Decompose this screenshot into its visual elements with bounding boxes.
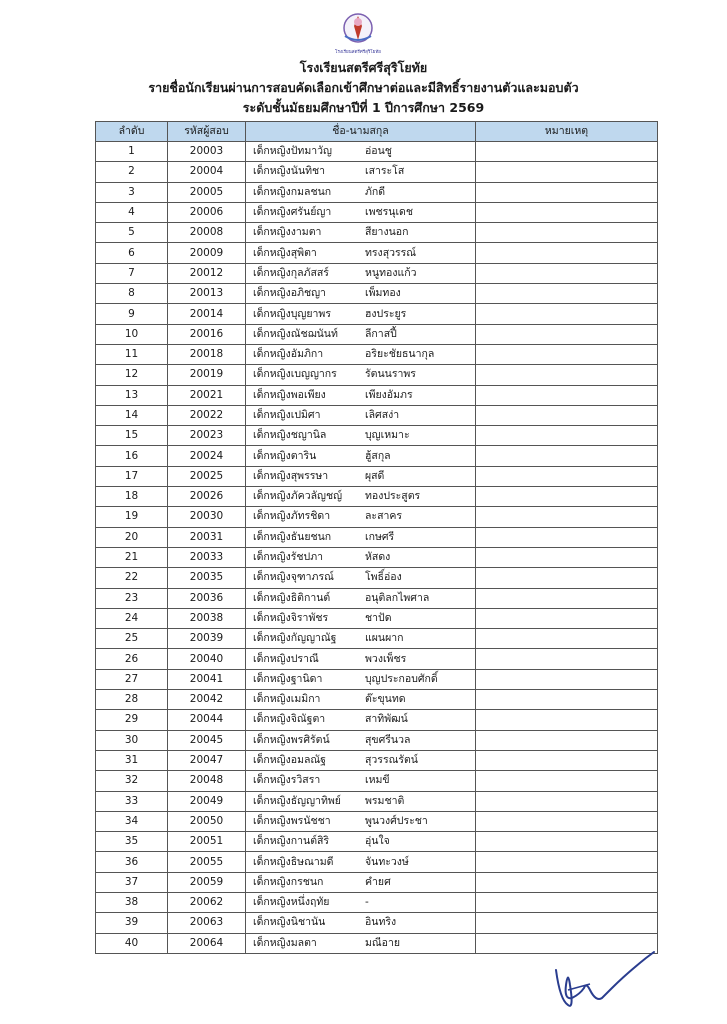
cell-note (476, 344, 658, 364)
table-row (96, 487, 658, 507)
cell-name (246, 405, 476, 425)
cell-order: 34 (96, 811, 168, 831)
cell-order: 26 (96, 649, 168, 669)
cell-name (246, 324, 476, 344)
col-header-order: ลำดับ (96, 122, 168, 142)
cell-note (476, 365, 658, 385)
cell-exam-id: 20030 (168, 507, 246, 527)
cell-name (246, 385, 476, 405)
last-name: มณีอาย (365, 936, 401, 949)
last-name: ทองประสูตร (365, 490, 421, 503)
table-row (96, 263, 658, 283)
last-name: ทรงสุวรรณ์ (365, 246, 417, 259)
table-row (96, 284, 658, 304)
cell-note (476, 608, 658, 628)
cell-order: 28 (96, 690, 168, 710)
cell-exam-id: 20003 (168, 142, 246, 162)
table-row (96, 811, 658, 831)
cell-order: 25 (96, 629, 168, 649)
cell-exam-id: 20042 (168, 690, 246, 710)
first-name: เด็กหญิงภัควลัญชญ์ (253, 490, 343, 503)
cell-name (246, 466, 476, 486)
table-body (96, 142, 658, 954)
last-name: ฮงประยูร (365, 307, 407, 320)
cell-note (476, 750, 658, 770)
table-row (96, 365, 658, 385)
cell-note (476, 710, 658, 730)
table-row (96, 568, 658, 588)
cell-name (246, 547, 476, 567)
cell-name (246, 791, 476, 811)
cell-exam-id: 20031 (168, 527, 246, 547)
last-name: เพชรนุเดช (365, 206, 413, 219)
cell-exam-id: 20021 (168, 385, 246, 405)
first-name: เด็กหญิงจุฑาภรณ์ (253, 571, 334, 584)
cell-note (476, 426, 658, 446)
table-row (96, 202, 658, 222)
cell-name (246, 304, 476, 324)
cell-order: 38 (96, 892, 168, 912)
last-name: พรมชาติ (365, 794, 405, 807)
cell-note (476, 730, 658, 750)
table-row (96, 405, 658, 425)
cell-order: 36 (96, 852, 168, 872)
cell-order: 33 (96, 791, 168, 811)
table-row (96, 385, 658, 405)
cell-order: 12 (96, 365, 168, 385)
cell-note (476, 649, 658, 669)
cell-name (246, 852, 476, 872)
cell-name (246, 182, 476, 202)
first-name: เด็กหญิงชญานิล (253, 429, 327, 442)
cell-name (246, 202, 476, 222)
first-name: เด็กหญิงรัชปภา (253, 551, 324, 564)
last-name: เพียงอัมภร (365, 388, 413, 401)
cell-exam-id: 20036 (168, 588, 246, 608)
cell-name (246, 284, 476, 304)
cell-note (476, 791, 658, 811)
table-row (96, 791, 658, 811)
cell-exam-id: 20062 (168, 892, 246, 912)
cell-note (476, 243, 658, 263)
cell-name (246, 223, 476, 243)
first-name: เด็กหญิงสุพรรษา (253, 469, 329, 482)
table-row (96, 223, 658, 243)
cell-name (246, 487, 476, 507)
cell-order: 18 (96, 487, 168, 507)
signature (546, 930, 656, 1015)
cell-order: 14 (96, 405, 168, 425)
last-name: อุ่นใจ (365, 835, 390, 848)
last-name: อินทริง (365, 916, 397, 929)
table-row (96, 872, 658, 892)
student-table (95, 121, 658, 954)
last-name: อนุติลกไพศาล (365, 591, 430, 604)
table-row (96, 547, 658, 567)
last-name: หนูทองแก้ว (365, 266, 417, 279)
cell-name (246, 811, 476, 831)
first-name: เด็กหญิงปัทมาวัญ (253, 145, 333, 158)
cell-note (476, 872, 658, 892)
cell-exam-id: 20048 (168, 771, 246, 791)
cell-exam-id: 20009 (168, 243, 246, 263)
first-name: เด็กหญิงหนึ่งฤทัย (253, 896, 330, 909)
cell-order: 6 (96, 243, 168, 263)
cell-exam-id: 20039 (168, 629, 246, 649)
cell-exam-id: 20024 (168, 446, 246, 466)
cell-exam-id: 20023 (168, 426, 246, 446)
cell-exam-id: 20038 (168, 608, 246, 628)
cell-order: 4 (96, 202, 168, 222)
cell-name (246, 263, 476, 283)
table-row (96, 750, 658, 770)
cell-name (246, 710, 476, 730)
cell-name (246, 426, 476, 446)
first-name: เด็กหญิงตาริน (253, 449, 317, 462)
last-name: เหมขี (365, 774, 390, 787)
cell-order: 15 (96, 426, 168, 446)
cell-note (476, 852, 658, 872)
cell-order: 30 (96, 730, 168, 750)
last-name: แผนผาก (365, 632, 404, 645)
last-name: คำยศ (365, 875, 391, 888)
first-name: เด็กหญิงศรันย์ญา (253, 206, 332, 219)
last-name: - (365, 896, 369, 909)
table-row (96, 771, 658, 791)
cell-name (246, 771, 476, 791)
cell-name (246, 730, 476, 750)
table-row (96, 629, 658, 649)
first-name: เด็กหญิงจิณัฐตา (253, 713, 326, 726)
first-name: เด็กหญิงอภิชญา (253, 287, 326, 300)
last-name: จันทะวงษ์ (365, 855, 409, 868)
cell-note (476, 446, 658, 466)
school-name: โรงเรียนสตรีศรีสุริโยทัย (299, 60, 428, 75)
cell-note (476, 568, 658, 588)
cell-name (246, 629, 476, 649)
first-name: เด็กหญิงรวิสรา (253, 774, 321, 787)
document-header (0, 58, 727, 118)
last-name: ลีกาสปี้ (365, 327, 397, 340)
first-name: เด็กหญิงพรนัชชา (253, 814, 331, 827)
last-name: รัตนนราพร (365, 368, 416, 381)
cell-exam-id: 20040 (168, 649, 246, 669)
table-row (96, 142, 658, 162)
col-header-note: หมายเหตุ (476, 122, 658, 142)
cell-exam-id: 20064 (168, 933, 246, 953)
cell-order: 8 (96, 284, 168, 304)
last-name: อ่อนชู (365, 145, 392, 158)
last-name: เลิศสง่า (365, 409, 400, 421)
cell-note (476, 182, 658, 202)
cell-note (476, 507, 658, 527)
cell-note (476, 527, 658, 547)
cell-exam-id: 20055 (168, 852, 246, 872)
cell-note (476, 547, 658, 567)
cell-order: 35 (96, 832, 168, 852)
cell-order: 2 (96, 162, 168, 182)
cell-name (246, 933, 476, 953)
cell-order: 5 (96, 223, 168, 243)
cell-note (476, 162, 658, 182)
cell-name (246, 507, 476, 527)
cell-note (476, 284, 658, 304)
first-name: เด็กหญิงนิชานัน (253, 916, 326, 929)
cell-name (246, 568, 476, 588)
cell-exam-id: 20051 (168, 832, 246, 852)
cell-exam-id: 20045 (168, 730, 246, 750)
cell-note (476, 690, 658, 710)
first-name: เด็กหญิงธิติกานต์ (253, 591, 331, 604)
cell-order: 29 (96, 710, 168, 730)
cell-order: 24 (96, 608, 168, 628)
cell-exam-id: 20026 (168, 487, 246, 507)
table-row (96, 426, 658, 446)
cell-exam-id: 20035 (168, 568, 246, 588)
col-header-exam-id: รหัสผู้สอบ (168, 122, 246, 142)
cell-name (246, 243, 476, 263)
last-name: ผุสดี (365, 469, 385, 482)
cell-name (246, 142, 476, 162)
cell-order: 13 (96, 385, 168, 405)
table-row (96, 690, 658, 710)
school-logo (332, 6, 384, 56)
last-name: ละสาคร (365, 510, 403, 523)
first-name: เด็กหญิงธันยชนก (253, 530, 332, 543)
first-name: เด็กหญิงกุลภัสสร์ (253, 266, 329, 279)
document-subtitle: ระดับชั้นมัธยมศึกษาปีที่ 1 ปีการศึกษา 2569 (242, 100, 485, 115)
cell-name (246, 588, 476, 608)
first-name: เด็กหญิงอัมภิกา (253, 348, 324, 361)
cell-name (246, 892, 476, 912)
cell-exam-id: 20025 (168, 466, 246, 486)
col-header-name: ชื่อ-นามสกุล (246, 122, 476, 142)
first-name: เด็กหญิงปราณี (253, 652, 319, 665)
first-name: เด็กหญิงงามตา (253, 226, 322, 239)
first-name: เด็กหญิงมลตา (253, 936, 317, 949)
cell-name (246, 608, 476, 628)
cell-exam-id: 20004 (168, 162, 246, 182)
cell-order: 39 (96, 913, 168, 933)
cell-exam-id: 20063 (168, 913, 246, 933)
cell-note (476, 324, 658, 344)
first-name: เด็กหญิงกัญญาณัฐ (253, 632, 337, 645)
table-row (96, 832, 658, 852)
cell-order: 40 (96, 933, 168, 953)
cell-note (476, 771, 658, 791)
table-row (96, 649, 658, 669)
last-name: เพ็มทอง (365, 287, 401, 300)
table-row (96, 243, 658, 263)
last-name: พูนวงศ์ประชา (365, 814, 428, 827)
cell-order: 23 (96, 588, 168, 608)
first-name: เด็กหญิงธิษณามดี (253, 855, 334, 868)
table-row (96, 466, 658, 486)
last-name: ฮู้สกุล (365, 449, 391, 462)
cell-note (476, 304, 658, 324)
cell-name (246, 365, 476, 385)
last-name: ภักดี (365, 185, 386, 198)
cell-exam-id: 20041 (168, 669, 246, 689)
last-name: ต๊ะขุนทด (365, 693, 406, 706)
table-row (96, 669, 658, 689)
cell-exam-id: 20050 (168, 811, 246, 831)
cell-exam-id: 20014 (168, 304, 246, 324)
first-name: เด็กหญิงอมลณัฐ (253, 754, 326, 767)
last-name: หัสดง (365, 551, 391, 564)
cell-note (476, 142, 658, 162)
cell-name (246, 832, 476, 852)
table-row (96, 182, 658, 202)
first-name: เด็กหญิงสุพิตา (253, 246, 317, 259)
table-row (96, 608, 658, 628)
cell-exam-id: 20047 (168, 750, 246, 770)
document-title: รายชื่อนักเรียนผ่านการสอบคัดเลือกเข้าศึกษาต่อและมีสิทธิ์รายงานตัวและมอบตัว (148, 80, 579, 95)
cell-exam-id: 20006 (168, 202, 246, 222)
first-name: เด็กหญิงเบญญากร (253, 368, 337, 381)
cell-exam-id: 20059 (168, 872, 246, 892)
first-name: เด็กหญิงกรชนก (253, 875, 324, 888)
table-row (96, 507, 658, 527)
first-name: เด็กหญิงภัทรชิดา (253, 510, 331, 523)
cell-exam-id: 20018 (168, 344, 246, 364)
cell-name (246, 649, 476, 669)
cell-order: 37 (96, 872, 168, 892)
cell-exam-id: 20033 (168, 547, 246, 567)
cell-note (476, 487, 658, 507)
first-name: เด็กหญิงบุญยาพร (253, 307, 331, 320)
first-name: เด็กหญิงกมลชนก (253, 185, 332, 198)
cell-name (246, 344, 476, 364)
last-name: สาทิพัฒน์ (365, 713, 408, 726)
table-row (96, 304, 658, 324)
cell-exam-id: 20008 (168, 223, 246, 243)
last-name: สียางนอก (365, 226, 409, 239)
last-name: พวงเพ็ชร (365, 652, 407, 665)
cell-name (246, 913, 476, 933)
cell-order: 16 (96, 446, 168, 466)
table-header-row (96, 122, 658, 142)
cell-order: 17 (96, 466, 168, 486)
cell-note (476, 385, 658, 405)
last-name: ชาปัด (365, 611, 392, 624)
cell-order: 3 (96, 182, 168, 202)
last-name: บุญประกอบศักดิ์ (365, 672, 438, 685)
last-name: อริยะชัยธนากุล (365, 348, 435, 361)
last-name: เสาระโส (365, 165, 405, 178)
cell-name (246, 750, 476, 770)
table-row (96, 344, 658, 364)
last-name: สุวรรณรัตน์ (365, 754, 418, 767)
table-row (96, 446, 658, 466)
cell-name (246, 690, 476, 710)
table-row (96, 730, 658, 750)
first-name: เด็กหญิงพอเพียง (253, 388, 326, 401)
cell-note (476, 629, 658, 649)
cell-note (476, 405, 658, 425)
cell-exam-id: 20016 (168, 324, 246, 344)
first-name: เด็กหญิงจิราพัชร (253, 611, 329, 624)
cell-note (476, 263, 658, 283)
cell-note (476, 669, 658, 689)
cell-order: 21 (96, 547, 168, 567)
cell-order: 31 (96, 750, 168, 770)
cell-exam-id: 20019 (168, 365, 246, 385)
cell-name (246, 669, 476, 689)
first-name: เด็กหญิงเปมิศา (253, 409, 321, 421)
cell-name (246, 446, 476, 466)
first-name: เด็กหญิงธัญญาทิพย์ (253, 794, 341, 807)
cell-order: 27 (96, 669, 168, 689)
cell-note (476, 832, 658, 852)
table-row (96, 324, 658, 344)
cell-order: 9 (96, 304, 168, 324)
cell-order: 1 (96, 142, 168, 162)
first-name: เด็กหญิงพรศิรัตน์ (253, 733, 330, 746)
cell-note (476, 466, 658, 486)
cell-name (246, 527, 476, 547)
last-name: เกษศรี (365, 530, 395, 543)
table-row (96, 162, 658, 182)
cell-note (476, 892, 658, 912)
first-name: เด็กหญิงเมมิกา (253, 693, 321, 706)
cell-note (476, 202, 658, 222)
cell-exam-id: 20012 (168, 263, 246, 283)
table-row (96, 852, 658, 872)
cell-exam-id: 20005 (168, 182, 246, 202)
cell-exam-id: 20013 (168, 284, 246, 304)
cell-order: 22 (96, 568, 168, 588)
cell-order: 7 (96, 263, 168, 283)
cell-order: 19 (96, 507, 168, 527)
cell-name (246, 162, 476, 182)
cell-note (476, 811, 658, 831)
table-row (96, 527, 658, 547)
cell-order: 32 (96, 771, 168, 791)
cell-name (246, 872, 476, 892)
first-name: เด็กหญิงนันทิชา (253, 165, 326, 178)
table-row (96, 588, 658, 608)
logo-caption: โรงเรียนสตรีศรีสุริโยทัย (335, 50, 381, 55)
table-row (96, 710, 658, 730)
table-row (96, 892, 658, 912)
cell-exam-id: 20022 (168, 405, 246, 425)
first-name: เด็กหญิงณัชฌนันท์ (253, 327, 338, 340)
last-name: โพธิ์อ่อง (365, 571, 402, 584)
last-name: บุญเหมาะ (365, 429, 410, 442)
cell-order: 11 (96, 344, 168, 364)
first-name: เด็กหญิงฐานิดา (253, 672, 323, 685)
cell-exam-id: 20044 (168, 710, 246, 730)
last-name: สุขศรีนวล (365, 733, 411, 746)
cell-note (476, 223, 658, 243)
cell-note (476, 588, 658, 608)
cell-order: 20 (96, 527, 168, 547)
cell-exam-id: 20049 (168, 791, 246, 811)
cell-order: 10 (96, 324, 168, 344)
first-name: เด็กหญิงกานต์สิริ (253, 835, 330, 848)
